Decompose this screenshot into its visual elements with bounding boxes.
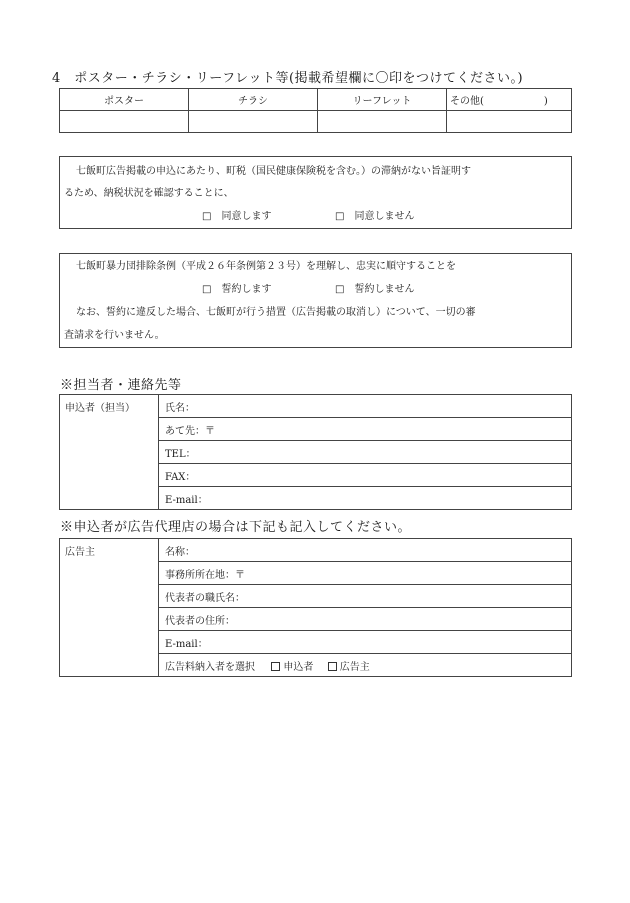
pledge-checkbox[interactable]: □ 誓約します (202, 284, 272, 295)
tax-consent-line1: 七飯町広告掲載の申込にあたり、町税（国民健康保険税を含む。）の滞納がない旨証明す (76, 166, 471, 177)
advertiser-email-field[interactable]: E-mail： (159, 631, 572, 654)
applicant-name-field[interactable]: 氏名： (159, 395, 572, 418)
payer-applicant-label: 申込者 (283, 661, 314, 673)
contact-heading: ※担当者・連絡先等 (60, 378, 182, 393)
tax-consent-box (59, 156, 572, 229)
media-selection-table (59, 88, 572, 133)
section4-heading: 4 ポスター・チラシ・リーフレット等(掲載希望欄に〇印をつけてください。) (52, 71, 524, 86)
pledge-line1: 七飯町暴力団排除条例（平成２６年条例第２３号）を理解し、忠実に順守することを (76, 261, 456, 272)
representative-address-field[interactable]: 代表者の住所： (159, 608, 572, 631)
leaflet-mark-cell[interactable] (318, 111, 447, 133)
flyer-mark-cell[interactable] (189, 111, 318, 133)
advertiser-table (59, 538, 572, 677)
payer-applicant-checkbox[interactable] (271, 662, 280, 671)
representative-name-field[interactable]: 代表者の職氏名： (159, 585, 572, 608)
not-pledge-checkbox[interactable]: □ 誓約しません (335, 284, 415, 295)
pledge-line3: 査請求を行いません。 (64, 330, 165, 341)
payer-selection-label: 広告料納入者を選択 (165, 661, 255, 673)
column-header-flyer: チラシ (189, 89, 318, 111)
tax-consent-line2: るため、納税状況を確認することに、 (64, 188, 234, 199)
column-header-leaflet: リーフレット (318, 89, 447, 111)
advertiser-label: 広告主 (60, 539, 159, 677)
pledge-box (59, 253, 572, 348)
disagree-checkbox[interactable]: □ 同意しません (335, 211, 415, 222)
applicant-email-field[interactable]: E-mail： (159, 487, 572, 510)
agency-heading: ※申込者が広告代理店の場合は下記も記入してください。 (60, 520, 412, 535)
advertiser-name-field[interactable]: 名称： (159, 539, 572, 562)
column-header-poster: ポスター (60, 89, 189, 111)
applicant-address-field[interactable]: あて先：〒 (159, 418, 572, 441)
payer-advertiser-checkbox[interactable] (328, 662, 337, 671)
contact-table (59, 394, 572, 510)
applicant-label: 申込者（担当） (60, 395, 159, 510)
advertiser-office-field[interactable]: 事務所所在地：〒 (159, 562, 572, 585)
pledge-line2: なお、誓約に違反した場合、七飯町が行う措置（広告掲載の取消し）について、一切の審 (76, 307, 476, 318)
payer-advertiser-label: 広告主 (339, 661, 370, 673)
column-header-other: その他( ) (447, 89, 572, 111)
applicant-tel-field[interactable]: TEL： (159, 441, 572, 464)
applicant-fax-field[interactable]: FAX： (159, 464, 572, 487)
other-mark-cell[interactable] (447, 111, 572, 133)
agree-checkbox[interactable]: □ 同意します (202, 211, 272, 222)
poster-mark-cell[interactable] (60, 111, 189, 133)
payer-selection-row (159, 654, 572, 677)
